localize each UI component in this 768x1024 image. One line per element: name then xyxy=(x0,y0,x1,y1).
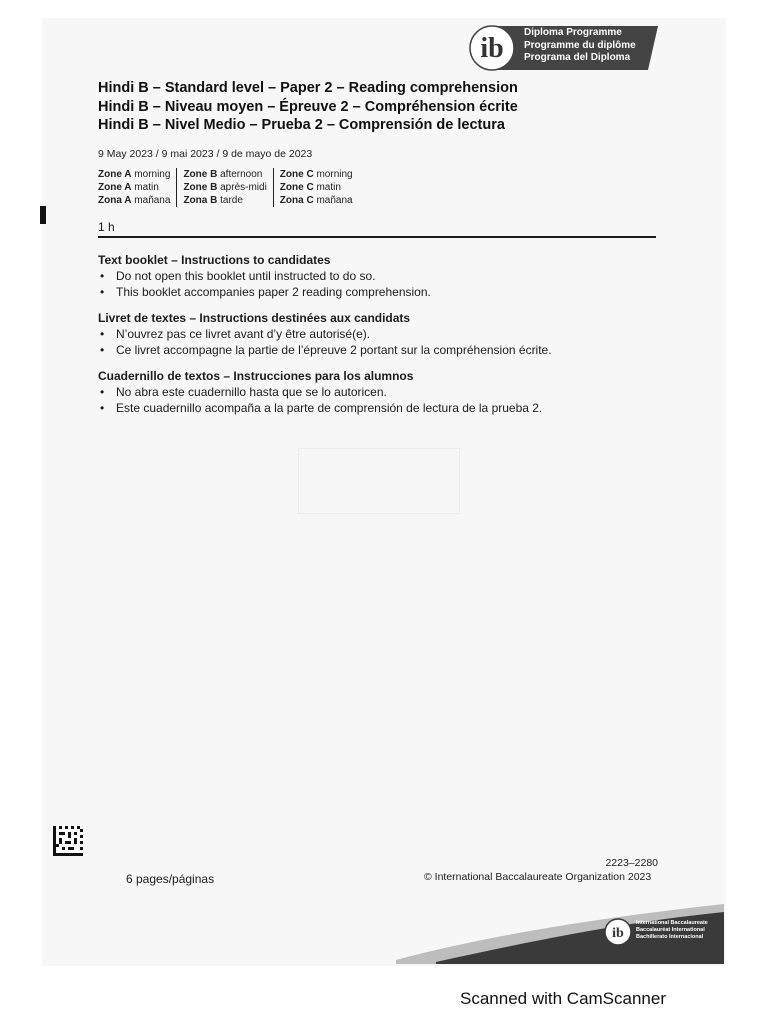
title-es: Hindi B – Nivel Medio – Prueba 2 – Comprensión de lectura xyxy=(98,117,505,133)
exam-duration: 1 h xyxy=(98,220,115,234)
programme-name-en: Diploma Programme xyxy=(524,27,622,38)
zone-table xyxy=(98,168,359,207)
zone-column-c xyxy=(273,168,359,207)
page-count: 6 pages/páginas xyxy=(126,872,215,886)
instructions-heading: Cuadernillo de textos – Instrucciones para los alumnos xyxy=(98,369,414,383)
instructions-es xyxy=(98,368,542,416)
zone-label: Zone A xyxy=(98,182,132,193)
zone-label: Zone B xyxy=(183,182,218,193)
header-divider xyxy=(98,236,656,238)
zone-time: matin xyxy=(316,182,341,193)
zone-time: après-midi xyxy=(220,182,267,193)
zone-time: mañana xyxy=(316,195,353,206)
zone-label: Zona A xyxy=(98,195,132,206)
zone-time: matin xyxy=(134,182,159,193)
title-en: Hindi B – Standard level – Paper 2 – Reading comprehension xyxy=(98,80,518,96)
zone-column-b xyxy=(176,168,272,207)
instruction-item: • This booklet accompanies paper 2 reading comprehension. xyxy=(98,284,431,300)
programme-name-fr: Programme du diplôme xyxy=(524,39,636,51)
ib-org-names xyxy=(636,920,708,941)
zone-label: Zona B xyxy=(183,195,218,206)
exam-titles xyxy=(98,79,518,135)
exam-date: 9 May 2023 / 9 mai 2023 / 9 de mayo de 2023 xyxy=(98,148,313,160)
instructions-fr xyxy=(98,310,552,358)
instruction-item: • N’ouvrez pas ce livret avant d’y être autorisé(e). xyxy=(98,326,552,342)
zone-label: Zone C xyxy=(279,169,314,180)
scan-edge-mark xyxy=(40,206,46,224)
zone-label: Zone B xyxy=(183,169,218,180)
zone-time: morning xyxy=(134,169,171,180)
zone-column-a xyxy=(98,168,176,207)
org-name-en: International Baccalaureate xyxy=(636,920,708,926)
zone-time: morning xyxy=(316,169,353,180)
zone-label: Zona C xyxy=(279,195,314,206)
instructions-heading: Text booklet – Instructions to candidates xyxy=(98,253,331,267)
org-name-fr: Baccalauréat International xyxy=(636,927,705,933)
zone-time: afternoon xyxy=(220,169,263,180)
zone-time: mañana xyxy=(134,195,171,206)
show-through-box xyxy=(298,448,460,514)
zone-label: Zone C xyxy=(279,182,314,193)
ib-footer-logo-letters: ib xyxy=(612,926,624,941)
programme-names xyxy=(524,27,636,65)
instruction-item: • Do not open this booklet until instructed to do so. xyxy=(98,268,431,284)
zone-time: tarde xyxy=(220,195,243,206)
instruction-item: • No abra este cuadernillo hasta que se lo autoricen. xyxy=(98,384,542,400)
org-name-es: Bachillerato Internacional xyxy=(636,934,704,940)
copyright: © International Baccalaureate Organization 2023 xyxy=(424,871,652,883)
camscanner-watermark: Scanned with CamScanner xyxy=(460,989,667,1008)
title-fr: Hindi B – Niveau moyen – Épreuve 2 – Compréhension écrite xyxy=(98,98,518,115)
datamatrix-code xyxy=(53,826,83,856)
instructions-en xyxy=(98,252,431,300)
zone-label: Zone A xyxy=(98,169,132,180)
instructions-heading: Livret de textes – Instructions destinées aux candidats xyxy=(98,311,411,325)
instruction-item: • Este cuadernillo acompaña a la parte de comprensión de lectura de la prueba 2. xyxy=(98,400,542,416)
programme-name-es: Programa del Diploma xyxy=(524,52,631,63)
instruction-item: • Ce livret accompagne la partie de l’épreuve 2 portant sur la compréhension écrite. xyxy=(98,342,552,358)
ib-logo-letters: ib xyxy=(480,33,504,64)
paper-code: 2223–2280 xyxy=(605,857,658,869)
